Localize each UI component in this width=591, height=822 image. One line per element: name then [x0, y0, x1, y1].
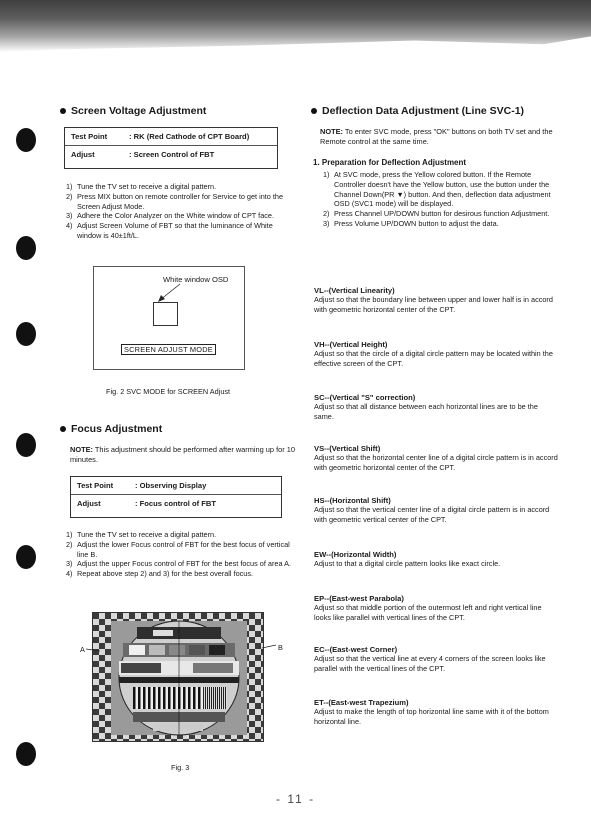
list-item: 2) Press Channel UP/DOWN button for desirous function Adjustment. — [323, 209, 550, 219]
deflection-heading: Deflection Data Adjustment (Line SVC-1) — [311, 105, 524, 117]
adjust-item: VH--(Vertical Height) Adjust so that the circle of a digital circle pattern may be located within the effective screen of the CPT. — [314, 340, 553, 368]
table-row: Adjust : Focus control of FBT — [71, 494, 281, 512]
figure-caption: Fig. 2 SVC MODE for SCREEN Adjust — [106, 387, 231, 396]
list-item: 1) At SVC mode, press the Yellow colored button. If the Remote Controller doesn't have the Yellow button, use the button under the Channel Down(PR ▼) button. And then, deflection data adjustment OSD (SVC1 mode) will be displayed. — [323, 170, 551, 209]
test-pattern-graphic — [93, 613, 264, 742]
focus-steps — [66, 530, 300, 579]
screen-voltage-table — [64, 127, 278, 169]
list-item: 1) Tune the TV set to receive a digital pattern. — [66, 530, 217, 539]
adjust-item: EC--(East-west Corner) Adjust so that the vertical line at every 4 corners of the screen looks like parallel with the vertical lines of the CPT. — [314, 645, 546, 673]
list-item: 4) Adjust Screen Volume of FBT so that the luminance of White window is 40±1ft/L. — [66, 221, 273, 240]
test-pattern-image — [92, 612, 264, 742]
adjust-item: EW--(Horizontal Width) Adjust to that a digital circle pattern looks like exact circle. — [314, 550, 501, 568]
white-window — [153, 302, 178, 326]
bullet-icon — [60, 108, 66, 114]
bullet-icon — [60, 426, 66, 432]
figure-caption: Fig. 3 — [171, 763, 190, 772]
preparation-heading: 1. Preparation for Deflection Adjustment — [313, 158, 467, 167]
binder-hole — [16, 236, 36, 260]
screen-adjust-mode-osd: SCREEN ADJUST MODE — [121, 344, 216, 355]
adjust-item: ET--(East-west Trapezium) Adjust to make the length of top horizontal line same with it of the bottom horizontal line. — [314, 698, 549, 726]
preparation-steps — [323, 170, 557, 229]
binder-hole — [16, 742, 36, 766]
focus-heading: Focus Adjustment — [60, 423, 162, 435]
list-item: 3) Press Volume UP/DOWN button to adjust the data. — [323, 218, 499, 228]
screen-voltage-heading: Screen Voltage Adjustment — [60, 105, 206, 117]
list-item: 3) Adhere the Color Analyzer on the White window of CPT face. — [66, 211, 274, 221]
adjust-item: HS--(Horizontal Shift) Adjust so that the vertical center line of a digital circle pattern is in accord with geometric vertical center of the CPT. — [314, 496, 550, 524]
binder-hole — [16, 545, 36, 569]
list-item: 4) Repeat above step 2) and 3) for the best overall focus. — [66, 569, 254, 579]
list-item: 2) Press MIX button on remote controller for Service to get into the Screen Adjust Mode. — [66, 191, 284, 211]
osd-pointer-arrow — [150, 282, 190, 304]
table-row: Adjust : Screen Control of FBT — [65, 145, 277, 163]
osd-label: White window OSD — [163, 275, 229, 284]
focus-note: NOTE: This adjustment should be performed after warming up for 10 minutes. — [70, 445, 295, 464]
scan-top-edge — [0, 0, 591, 52]
focus-table — [70, 476, 282, 518]
binder-hole — [16, 128, 36, 152]
binder-hole — [16, 322, 36, 346]
adjust-item: VL--(Vertical Linearity) Adjust so that the boundary line between upper and lower half is in accord with geometric horizontal center of the CPT. — [314, 286, 553, 314]
list-item: 1) Tune the TV set to receive a digital pattern. — [66, 182, 217, 191]
adjust-item: VS--(Vertical Shift) Adjust so that the horizontal center line of a digital circle pattern is in accord with geometric horizontal center of the CPT. — [314, 444, 558, 472]
page-number: - 11 - — [276, 792, 316, 806]
adjust-item: EP--(East-west Parabola) Adjust so that middle portion of the outermost left and right vertical line looks like parallel with vertical lines of the CPT. — [314, 594, 542, 622]
label-a: A — [80, 645, 85, 654]
label-b: B — [278, 643, 283, 652]
binder-hole — [16, 433, 36, 457]
screen-voltage-steps — [66, 182, 296, 241]
table-row: Test Point : Observing Display — [77, 481, 207, 490]
list-item: 2) Adjust the lower Focus control of FBT for the best focus of vertical line B. — [66, 539, 290, 559]
bullet-icon — [311, 108, 317, 114]
adjust-item: SC--(Vertical "S" correction) Adjust so that all distance between each horizontal lines are to be the same. — [314, 393, 538, 421]
label-b-pointer — [262, 642, 278, 652]
table-row: Test Point : RK (Red Cathode of CPT Board) — [71, 132, 250, 141]
label-a-pointer — [86, 645, 102, 655]
list-item: 3) Adjust the upper Focus control of FBT for the best focus of area A. — [66, 559, 292, 569]
svc-note: NOTE: To enter SVC mode, press "OK" buttons on both TV set and the Remote control at the same time. — [320, 127, 553, 146]
